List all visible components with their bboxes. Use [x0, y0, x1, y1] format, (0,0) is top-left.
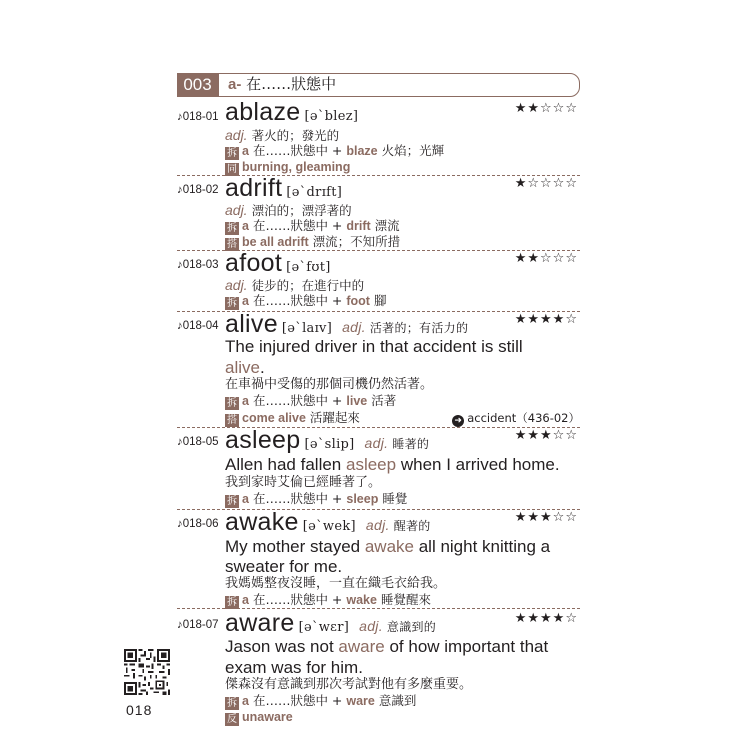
headword-text: aware — [225, 609, 295, 637]
headword-text: alive — [225, 310, 278, 338]
split-tag: 拆 — [227, 398, 237, 409]
inline-meaning: 意識到的 — [386, 620, 437, 634]
root-part: ware — [346, 694, 375, 708]
split-tag: 拆 — [227, 223, 237, 234]
audio-track-number[interactable]: ♪018-04 — [177, 320, 219, 332]
audio-track-number[interactable]: ♪018-03 — [177, 259, 219, 271]
root-part: blaze — [346, 144, 378, 158]
collocation-meaning: 漂流；不知所措 — [312, 234, 401, 249]
frequency-stars: ★★★☆☆ — [514, 428, 578, 443]
definition-line — [225, 202, 352, 219]
page-number: 018 — [126, 702, 153, 718]
example-sentence-en: The injured driver in that accident is still — [225, 337, 523, 356]
root-meaning: 火焰；光輝 — [381, 143, 445, 158]
prefix-meaning: 在……狀態中 + — [252, 293, 343, 308]
headword-text: awake — [225, 508, 299, 536]
example-sentence-en-cont: sweater for me. — [225, 557, 343, 576]
prefix-meaning: 在……狀態中 + — [252, 592, 343, 607]
headword — [225, 100, 358, 129]
etymology-line — [225, 218, 400, 235]
entry-aware — [177, 609, 580, 724]
synonym-tag: 同 — [227, 164, 237, 175]
prefix-part: a — [242, 394, 249, 408]
etymology-line — [225, 693, 416, 710]
prefix-part: a — [242, 219, 249, 233]
entry-awake — [177, 510, 580, 608]
root-part: drift — [346, 219, 371, 233]
root-part: sleep — [346, 492, 379, 506]
audio-track-number[interactable]: ♪018-06 — [177, 518, 219, 530]
part-of-speech: adj. — [225, 277, 248, 293]
etymology-line — [225, 491, 407, 508]
arrow-right-icon: ➜ — [452, 415, 464, 427]
part-of-speech: adj. — [225, 202, 248, 218]
qr-code[interactable] — [124, 649, 170, 695]
frequency-stars: ★★★★☆ — [514, 611, 578, 626]
split-tag: 拆 — [227, 298, 237, 309]
example-sentence-en — [225, 536, 550, 557]
root-meaning: 腳 — [373, 293, 387, 308]
prefix-meaning: 在……狀態中 + — [252, 491, 343, 506]
root-part: wake — [346, 593, 377, 607]
prefix-meaning: 在……狀態中 + — [252, 143, 343, 158]
prefix-meaning: 在……狀態中 + — [252, 393, 343, 408]
frequency-stars: ★★★★☆ — [514, 312, 578, 327]
collocation-tag: 搭 — [227, 239, 237, 250]
cross-reference[interactable] — [452, 410, 580, 427]
sentence-start: Allen had fallen — [225, 455, 342, 474]
root-part: foot — [346, 294, 370, 308]
sentence-start: Jason was not — [225, 637, 334, 656]
phonetic: [əˋwɛr] — [298, 620, 350, 635]
example-sentence-en — [225, 454, 560, 475]
sentence-end: when I arrived home. — [400, 455, 560, 474]
section-meaning: 在……狀態中 — [246, 75, 337, 93]
example-sentence-en — [225, 636, 548, 657]
synonyms: burning, gleaming — [242, 160, 351, 174]
root-meaning: 意識到 — [378, 693, 417, 708]
antonym: unaware — [242, 710, 293, 724]
headword — [225, 428, 429, 457]
inline-meaning: 醒著的 — [393, 519, 431, 533]
example-sentence-zh: 我媽媽整夜沒睡，一直在織毛衣給我。 — [225, 576, 447, 591]
phonetic: [əˋdrɪft] — [286, 185, 343, 200]
highlighted-headword: awake — [364, 537, 414, 556]
highlighted-headword: alive — [225, 358, 260, 377]
example-sentence-zh: 在車禍中受傷的那個司機仍然活著。 — [225, 377, 434, 392]
example-sentence-en-cont: exam was for him. — [225, 658, 363, 677]
split-tag: 拆 — [227, 698, 237, 709]
prefix-part: a — [242, 294, 249, 308]
cross-reference-text: accident（436-02） — [467, 411, 580, 425]
audio-track-number[interactable]: ♪018-05 — [177, 436, 219, 448]
section-prefix: a- — [228, 76, 242, 93]
example-sentence-zh: 我到家時艾倫已經睡著了。 — [225, 475, 382, 490]
sentence-end: of how important that — [389, 637, 549, 656]
etymology-line — [225, 393, 396, 410]
inline-meaning: 睡著的 — [392, 437, 430, 451]
headword-text: asleep — [225, 426, 301, 454]
headword — [225, 176, 342, 205]
prefix-part: a — [242, 144, 249, 158]
headword — [225, 510, 431, 539]
etymology-line — [225, 293, 386, 310]
audio-track-number[interactable]: ♪018-01 — [177, 111, 219, 123]
root-meaning: 漂流 — [374, 218, 400, 233]
part-of-speech: adj. — [359, 618, 383, 634]
root-meaning: 睡覺醒來 — [380, 592, 431, 607]
collocation-meaning: 活躍起來 — [309, 410, 360, 425]
headword — [225, 251, 331, 280]
root-meaning: 活著 — [371, 393, 397, 408]
entry-adrift — [177, 176, 580, 250]
headword-text: ablaze — [225, 98, 301, 126]
collocation: come alive — [242, 411, 306, 425]
section-number: 003 — [177, 73, 219, 97]
phonetic: [əˋlaɪv] — [281, 321, 333, 336]
antonym-line — [225, 709, 293, 726]
headword-text: afoot — [225, 249, 283, 277]
inline-meaning: 活著的；有活力的 — [369, 321, 469, 335]
prefix-meaning: 在……狀態中 + — [252, 693, 343, 708]
phonetic: [əˋslip] — [304, 437, 355, 452]
phonetic: [əˋblez] — [304, 109, 359, 124]
prefix-part: a — [242, 593, 249, 607]
part-of-speech: adj. — [364, 435, 389, 451]
frequency-stars: ★★☆☆☆ — [514, 251, 578, 266]
definition-text: 著火的；發光的 — [251, 128, 340, 143]
frequency-stars: ★★★☆☆ — [514, 510, 578, 525]
collocation: be all adrift — [242, 235, 309, 249]
highlighted-headword: asleep — [346, 455, 397, 474]
antonym-tag: 反 — [227, 714, 237, 725]
collocation-line — [225, 410, 360, 427]
collocation-tag: 搭 — [227, 415, 237, 426]
root-meaning: 睡覺 — [382, 491, 408, 506]
sentence-start: My mother stayed — [225, 537, 361, 556]
section-header — [177, 73, 580, 97]
part-of-speech: adj. — [225, 127, 248, 143]
phonetic: [əˋfʊt] — [286, 260, 331, 275]
entry-afoot — [177, 251, 580, 311]
split-tag: 拆 — [227, 597, 237, 608]
prefix-meaning: 在……狀態中 + — [252, 218, 343, 233]
definition-text: 漂泊的；漂浮著的 — [251, 203, 352, 218]
part-of-speech: adj. — [365, 517, 390, 533]
frequency-stars: ★☆☆☆☆ — [514, 176, 578, 191]
phonetic: [əˋwek] — [302, 519, 356, 534]
part-of-speech: adj. — [342, 319, 366, 335]
etymology-line — [225, 143, 444, 160]
prefix-part: a — [242, 694, 249, 708]
headword-text: adrift — [225, 174, 283, 202]
root-part: live — [346, 394, 368, 408]
audio-track-number[interactable]: ♪018-07 — [177, 619, 219, 631]
definition-text: 徒步的；在進行中的 — [251, 278, 365, 293]
example-sentence-zh: 傑森沒有意識到那次考試對他有多麼重要。 — [225, 677, 473, 692]
etymology-line — [225, 592, 431, 609]
entry-ablaze — [177, 100, 580, 175]
entry-asleep — [177, 428, 580, 509]
split-tag: 拆 — [227, 148, 237, 159]
split-tag: 拆 — [227, 496, 237, 507]
sentence-end: all night knitting a — [418, 537, 551, 556]
entry-alive — [177, 312, 580, 427]
frequency-stars: ★★☆☆☆ — [514, 101, 578, 116]
section-title — [228, 74, 336, 95]
audio-track-number[interactable]: ♪018-02 — [177, 184, 219, 196]
sentence-end: . — [259, 358, 265, 377]
prefix-part: a — [242, 492, 249, 506]
example-sentence-en-cont — [225, 357, 265, 378]
definition-line — [225, 127, 339, 144]
highlighted-headword: aware — [338, 637, 385, 656]
definition-line — [225, 277, 364, 294]
